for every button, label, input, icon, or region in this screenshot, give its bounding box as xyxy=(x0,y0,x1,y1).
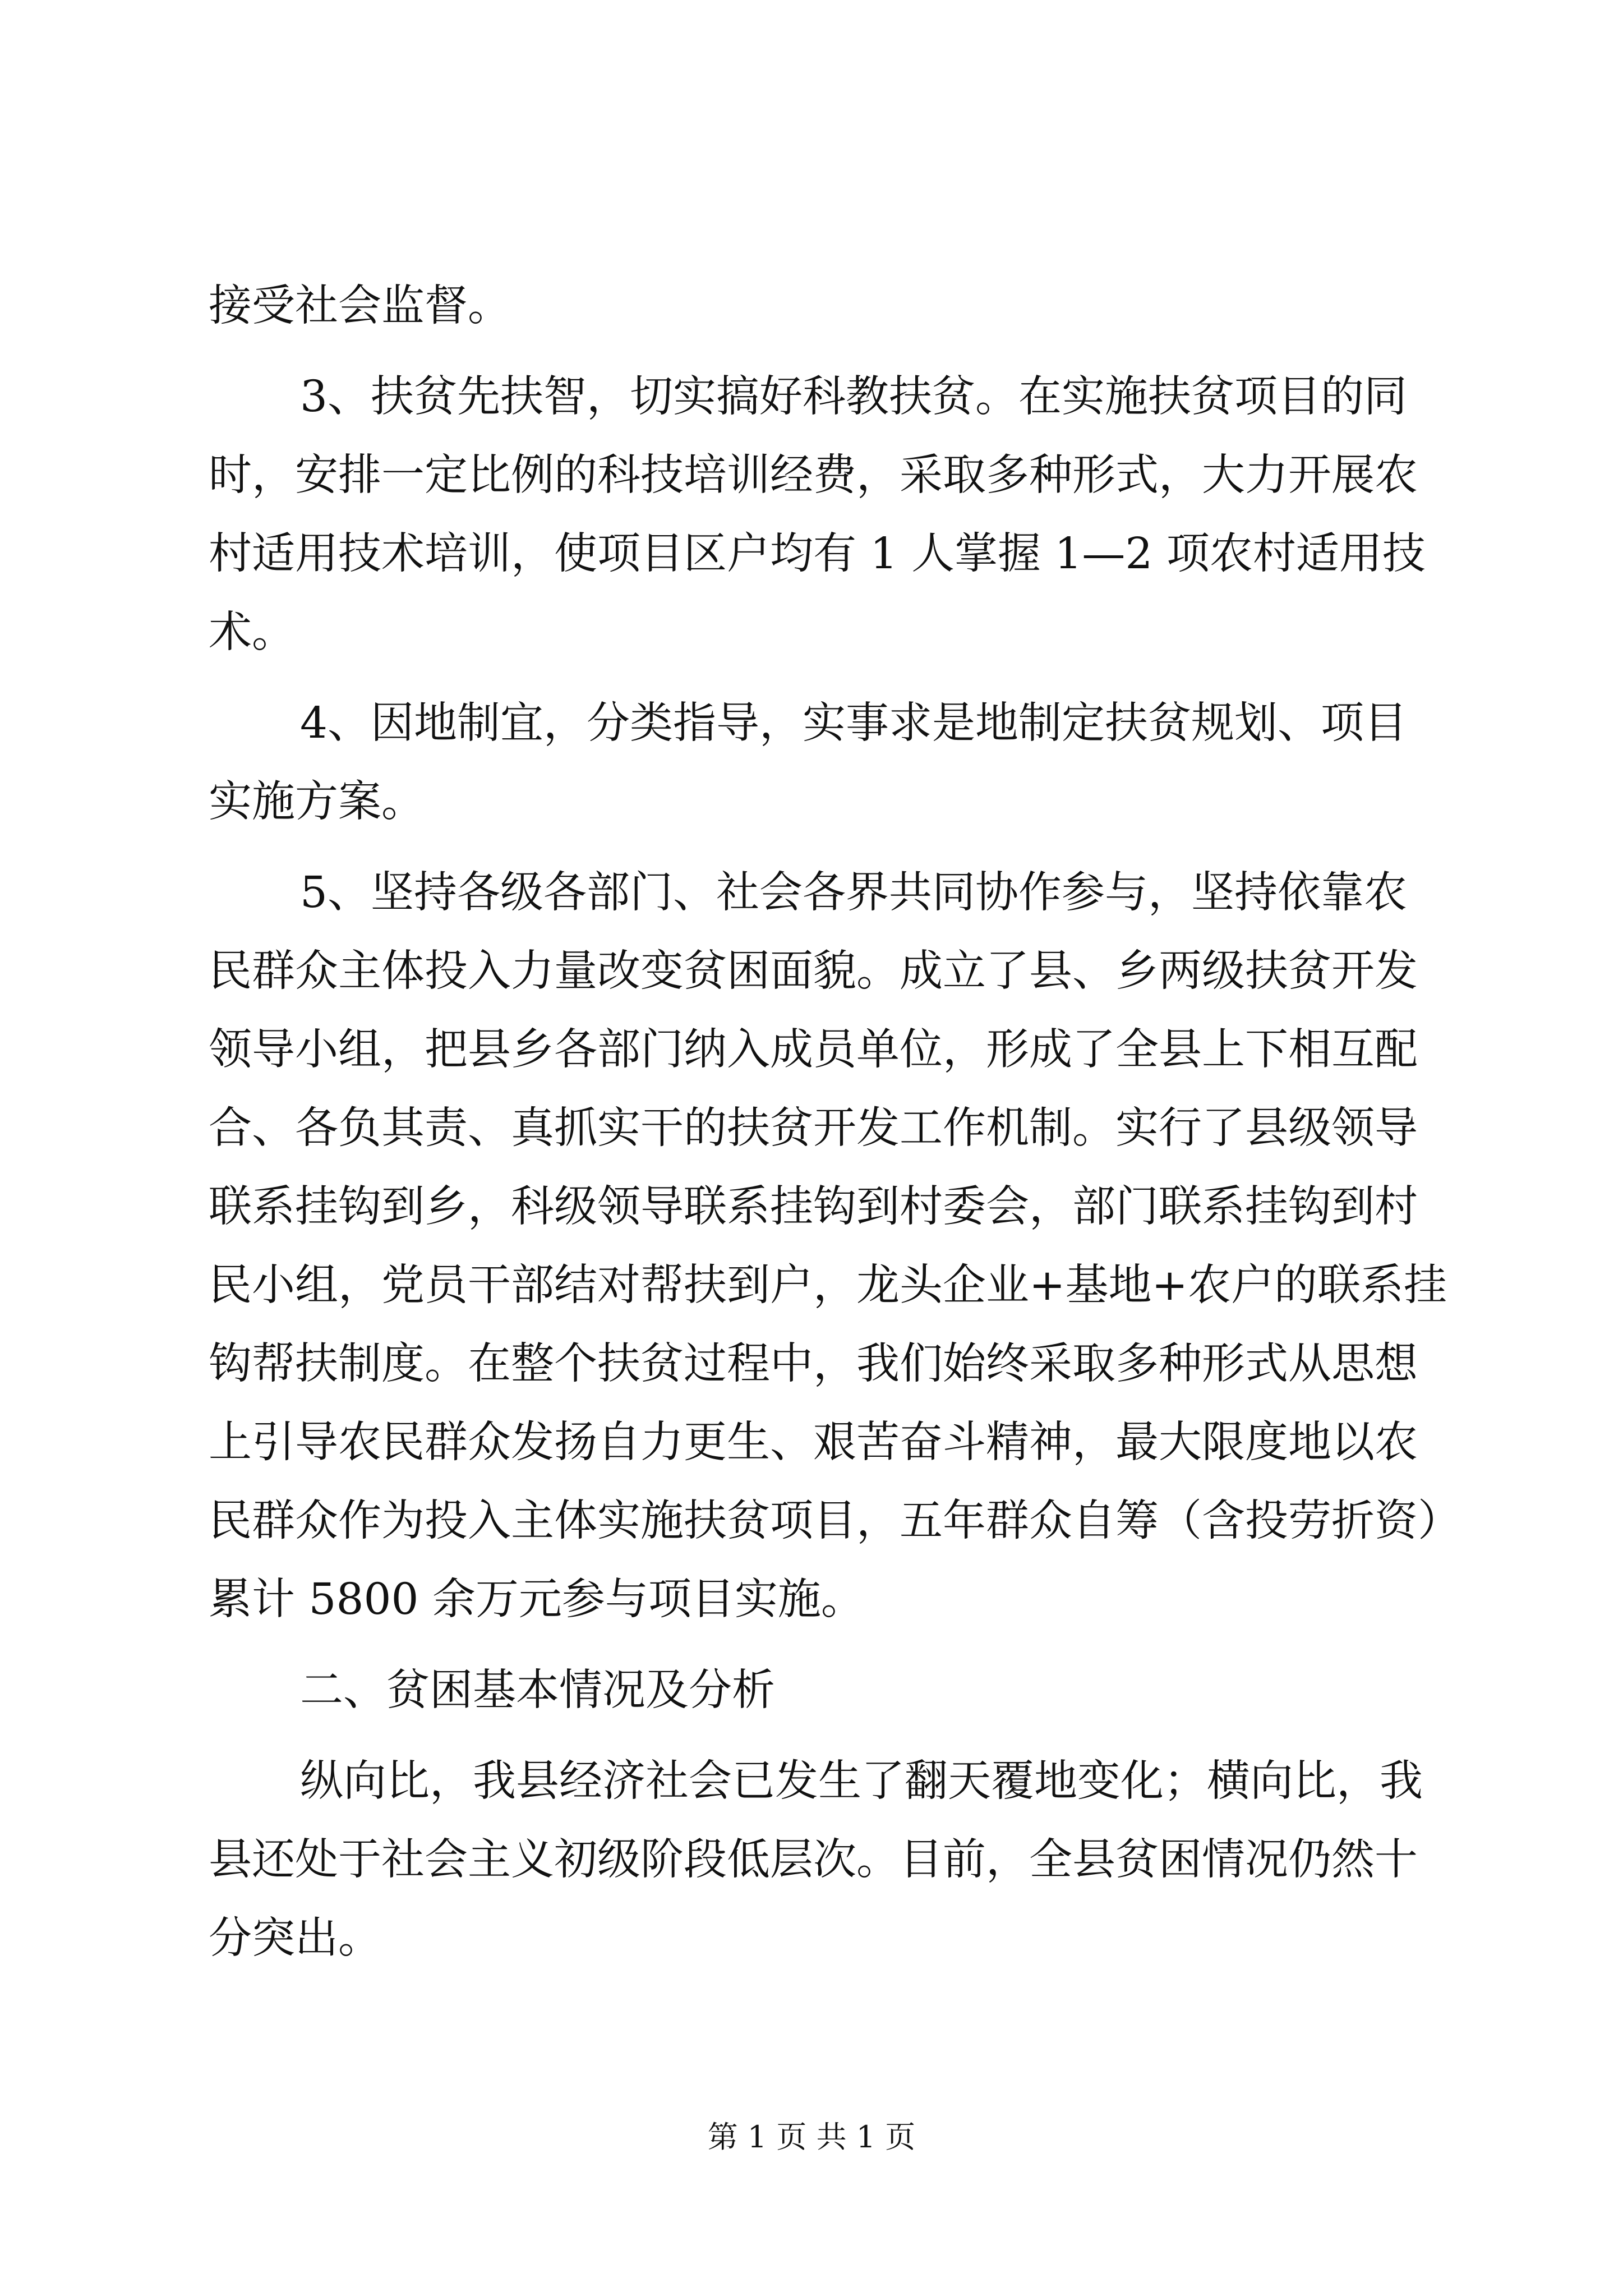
text-line: 联系挂钩到乡，科级领导联系挂钩到村委会，部门联系挂钩到村 xyxy=(209,1182,1418,1232)
text-line: 5、坚持各级各部门、社会各界共同协作参与，坚持依靠农 xyxy=(300,868,1407,918)
text-line: 二、贫困基本情况及分析 xyxy=(300,1665,775,1715)
text-line: 实施方案。 xyxy=(209,777,425,827)
page-footer: 第 1 页 共 1 页 xyxy=(707,2119,916,2155)
text-line: 纵向比，我县经济社会已发生了翻天覆地变化；横向比，我 xyxy=(300,1756,1423,1806)
text-line: 民群众作为投入主体实施扶贫项目，五年群众自筹（含投劳折资） xyxy=(209,1496,1461,1546)
text-line: 接受社会监督。 xyxy=(209,281,511,331)
text-line: 村适用技术培训，使项目区户均有 1 人掌握 1—2 项农村适用技 xyxy=(209,529,1426,579)
text-line: 分突出。 xyxy=(209,1913,381,1963)
document-body xyxy=(209,267,1461,1978)
text-line: 钩帮扶制度。在整个扶贫过程中，我们始终采取多种形式从思想 xyxy=(209,1339,1418,1389)
text-line: 4、因地制宜，分类指导，实事求是地制定扶贫规划、项目 xyxy=(300,698,1407,748)
text-line: 累计 5800 余万元参与项目实施。 xyxy=(209,1575,864,1625)
text-line: 领导小组，把县乡各部门纳入成员单位，形成了全县上下相互配 xyxy=(209,1025,1418,1075)
text-line: 时，安排一定比例的科技培训经费，采取多种形式，大力开展农 xyxy=(209,450,1418,500)
text-line: 县还处于社会主义初级阶段低层次。目前，全县贫困情况仍然十 xyxy=(209,1835,1418,1885)
text-line: 合、各负其责、真抓实干的扶贫开发工作机制。实行了县级领导 xyxy=(209,1103,1418,1153)
text-line: 3、扶贫先扶智，切实搞好科教扶贫。在实施扶贫项目的同 xyxy=(300,372,1407,422)
text-line: 民群众主体投入力量改变贫困面貌。成立了县、乡两级扶贫开发 xyxy=(209,946,1418,996)
text-line: 上引导农民群众发扬自力更生、艰苦奋斗精神，最大限度地以农 xyxy=(209,1418,1418,1467)
text-line: 术。 xyxy=(209,608,295,657)
text-line: 民小组，党员干部结对帮扶到户，龙头企业+基地+农户的联系挂 xyxy=(209,1260,1447,1310)
